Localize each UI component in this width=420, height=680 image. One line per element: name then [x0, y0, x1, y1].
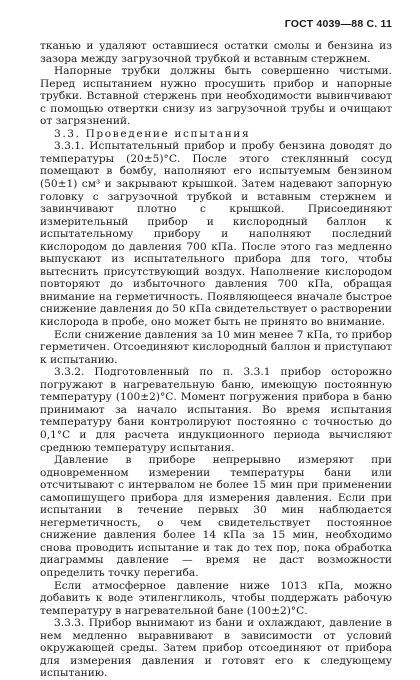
- paragraph-pressure-tubes: Напорные трубки должны быть совершенно чистыми. Перед испытанием нужно просушить прибор и напорные трубки. Вставной стержень при необходимости вывинчивают с помощью отвертки снизу из загрузочной трубы и очищают от загрязнений.: [40, 65, 392, 128]
- paragraph-continuation: тканью и удаляют оставшиеся остатки смолы и бензина из зазора между загрузочной трубкой и вставным стержнем.: [40, 40, 392, 65]
- paragraph-3-3-2: 3.3.2. Подготовленный по п. 3.3.1 прибор осторожно погружают в нагревательную баню, имеющую постоянную температуру (100±2)°С. Момент погружения прибора в баню принимают за начало испытания. Во время испытания температуру бани контролируют постоянно с точностью до 0,1°С и для расчета индукционного периода вычисляют среднюю температуру испытания.: [40, 366, 392, 454]
- paragraph-3-3-1: 3.3.1. Испытательный прибор и пробу бензина доводят до температуры (20±5)°С. После этого стеклянный сосуд помещают в бомбу, наполняют его испытуемым бензином (50±1) см³ и закрывают крышкой. Затем надевают запорную головку с загрузочной трубкой и вставным стержнем и завинчивают плотно с крышкой. Присоединяют измерительный прибор и кислородный баллон к испытательному прибору и наполняют последний кислородом до давления 700 кПа. После этого газ медленно выпускают из испытательного прибора для того, чтобы вытеснить присутствующий воздух. Наполнение кислородом повторяют до избыточного давления 700 кПа, обращая внимание на герметичность. Появляющееся вначале быстрое снижение давления до 50 кПа свидетельствует о растворении кислорода в пробе, оно может быть не принято во внимание.: [40, 140, 392, 329]
- paragraph-pressure-measurement: Давление в приборе непрерывно измеряют при одновременном измерении температуры бани или отсчитывают с интервалом не более 15 мин при применении самопишущего прибора для измерения давления. Если при испытании в течение первых 30 мин наблюдается негерметичность, о чем свидетельствует постоянное снижение давления более 14 кПа за 15 мин, необходимо снова проводить испытание и так до тех пор, пока обработка диаграммы давление — время не даст возможности определить точку перегиба.: [40, 454, 392, 579]
- document-page: [40, 16, 392, 680]
- paragraph-leak-check: Если снижение давления за 10 мин менее 7 кПа, то прибор герметичен. Отсоединяют кислородный баллон и приступают к испытанию.: [40, 328, 392, 366]
- document-body: [40, 40, 392, 680]
- page-header: ГОСТ 4039—88 С. 11: [284, 18, 392, 30]
- paragraph-atmospheric-pressure: Если атмосферное давление ниже 1013 кПа, можно добавить к воде этиленгликоль, чтобы поддержать рабочую температуру в нагревательной бане (100±2)°С.: [40, 579, 392, 617]
- section-heading-3-3: 3.3. Проведение испытания: [54, 127, 251, 140]
- paragraph-3-3-3: 3.3.3. Прибор вынимают из бани и охлаждают, давление в нем медленно выравнивают в зависимости от условий окружающей среды. Затем прибор отсоединяют от прибора для измерения давления и готовят его к следующему испытанию.: [40, 617, 392, 680]
